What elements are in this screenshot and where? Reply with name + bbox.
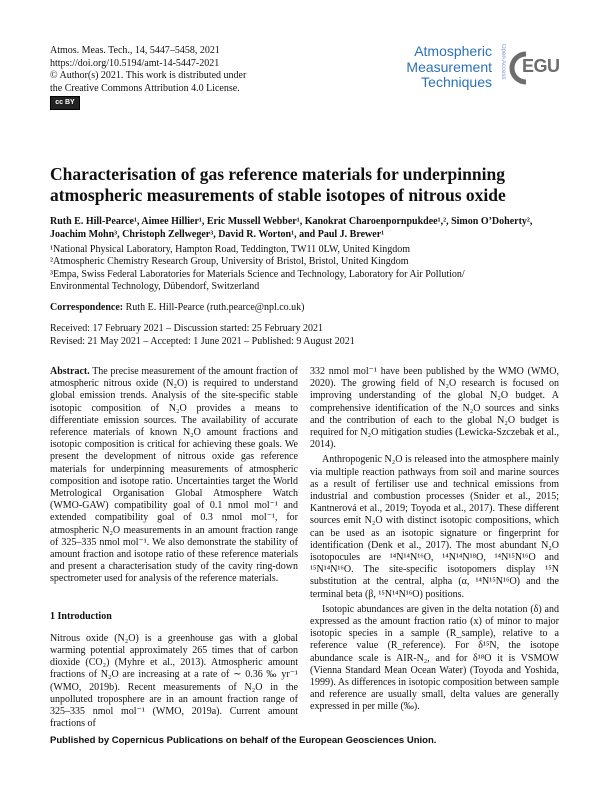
correspondence-label: Correspondence: (50, 302, 124, 313)
publisher-footer: Published by Copernicus Publications on behalf of the European Geosciences Union. (50, 735, 437, 746)
paper-title: Characterisation of gas reference materials for underpinning atmospheric measurements of stable isotopes of nitrous oxide (50, 164, 506, 205)
right-paragraph-2: Anthropogenic N₂O is released into the atmosphere mainly via multiple reaction pathways from soil and marine sources as a result of fertiliser use and technical emissions from industrial and combustion processes (Snider et al., 2015; Kantnerová et al., 2019; Toyoda et al., 2017). These different sources emit N₂O with distinct isotopic compositions, which can be used as an isotopic signature or fingerprint for identification (Denk et al., 2017). The most abundant N₂O isotopocules are ¹⁴N¹⁴N¹⁶O, ¹⁴N¹⁴N¹⁸O, ¹⁴N¹⁵N¹⁶O and ¹⁵N¹⁴N¹⁶O. The site-specific isotopomers display ¹⁵N substitution at the central, alpha (α, ¹⁴N¹⁵N¹⁶O) and the terminal beta (β, ¹⁵N¹⁴N¹⁶O) positions. (310, 454, 559, 600)
section-heading: 1 Introduction (50, 610, 112, 622)
right-column (310, 366, 559, 714)
citation-block (50, 45, 246, 95)
abstract-text: The precise measurement of the amount fraction of atmospheric nitrous oxide (N₂O) is required to understand global emission trends. Analysis of the site-specific stable isotopic composition of N₂O provides a means to differentiate emission sources. The availability of accurate reference materials of known N₂O amount fractions and isotopic composition is critical for achieving these goals. We present the development of nitrous oxide gas reference materials for underpinning measurements of atmospheric composition and isotope ratio. Uncertainties target the World Metrological Organisation Global Atmosphere Watch (WMO-GAW) compatibility goal of 0.1 nmol mol⁻¹ and extended compatibility goal of 0.3 nmol mol⁻¹, for atmospheric N₂O measurements in an amount fraction range of 325–335 nmol mol⁻¹. We also demonstrate the stability of amount fraction and isotope ratio of these reference materials and present a characterisation study of the cavity ring-down spectrometer used for analysis of the reference materials. (50, 366, 298, 585)
license-line: the Creative Commons Attribution 4.0 License. (50, 82, 240, 94)
correspondence-email[interactable]: Ruth E. Hill-Pearce (ruth.pearce@npl.co.uk) (125, 302, 305, 313)
copyright-line: © Author(s) 2021. This work is distributed under (50, 70, 247, 81)
open-access-label: Open Access (500, 44, 506, 80)
affiliation-2: ²Atmospheric Chemistry Research Group, University of Bristol, Bristol, United Kingdom (50, 256, 409, 268)
publication-history: Received: 17 February 2021 – Discussion started: 25 February 2021 Revised: 21 May 2021 – Accepted: 1 June 2021 – Published: 9 August 2021 (50, 323, 355, 347)
affiliations (50, 244, 560, 294)
cc-license-icon[interactable]: cc BY (50, 96, 80, 110)
affiliation-3: ³Empa, Swiss Federal Laboratories for Materials Science and Technology, Laboratory for Air Pollution/ (50, 268, 465, 280)
correspondence (50, 302, 305, 314)
author-list: Ruth E. Hill-Pearce¹, Aimee Hillier¹, Eric Mussell Webber¹, Kanokrat Charoenpornpukdee¹,², Simon O’Doherty², Joachim Mohn³, Christoph Zellweger³, David R. Worton¹, and Paul J. Brewer¹ (50, 216, 533, 240)
right-paragraph-1: 332 nmol mol⁻¹ have been published by the WMO (WMO, 2020). The growing field of N₂O research is focused on improving understanding of the global N₂O budget. A comprehensive identification of the N₂O sources and sinks and the contribution of each to the global N₂O budget is required for N₂O mitigation studies (Lewicka-Szczebak et al., 2014). (310, 366, 559, 451)
journal-logo (392, 44, 562, 94)
right-paragraph-3: Isotopic abundances are given in the delta notation (δ) and expressed as the amount fraction ratio (x) of minor to major isotopic species in a sample (R_sample), relative to a reference value (R_reference). For δ¹⁵N, the isotope abundance scale is AIR-N₂, and for δ¹⁸O it is VSMOW (Vienna Standard Mean Ocean Water) (Toyoda and Yoshida, 1999). As differences in isotopic composition between sample and reference are usually small, delta values are generally expressed in per mille (‰). (310, 603, 559, 713)
abstract-label: Abstract. (50, 366, 90, 377)
journal-name: Atmospheric Measurement Techniques (406, 43, 492, 90)
doi-link[interactable]: https://doi.org/10.5194/amt-14-5447-2021 (50, 57, 220, 69)
left-column (50, 366, 298, 730)
egu-logo-icon (508, 50, 562, 86)
citation: Atmos. Meas. Tech., 14, 5447–5458, 2021 (50, 45, 220, 56)
publisher-abbr: EGU (522, 56, 560, 76)
affiliation-1: ¹National Physical Laboratory, Hampton Road, Teddington, TW11 0LW, United Kingdom (50, 244, 411, 255)
abstract (50, 366, 298, 586)
intro-paragraph: Nitrous oxide (N₂O) is a greenhouse gas with a global warming potential approximately 265 times that of carbon dioxide (CO₂) (Myhre et al., 2013). Atmospheric amount fractions of N₂O are increasing at a rate of ∼ 0.36 ‰ yr⁻¹ (WMO, 2019b). Recent measurements of N₂O in the unpolluted troposphere are in an amount fraction range of 325–335 nmol mol⁻¹ (WMO, 2019a). Current amount fractions of (50, 632, 298, 730)
affiliation-3-cont: Environmental Technology, Dübendorf, Switzerland (50, 281, 260, 293)
